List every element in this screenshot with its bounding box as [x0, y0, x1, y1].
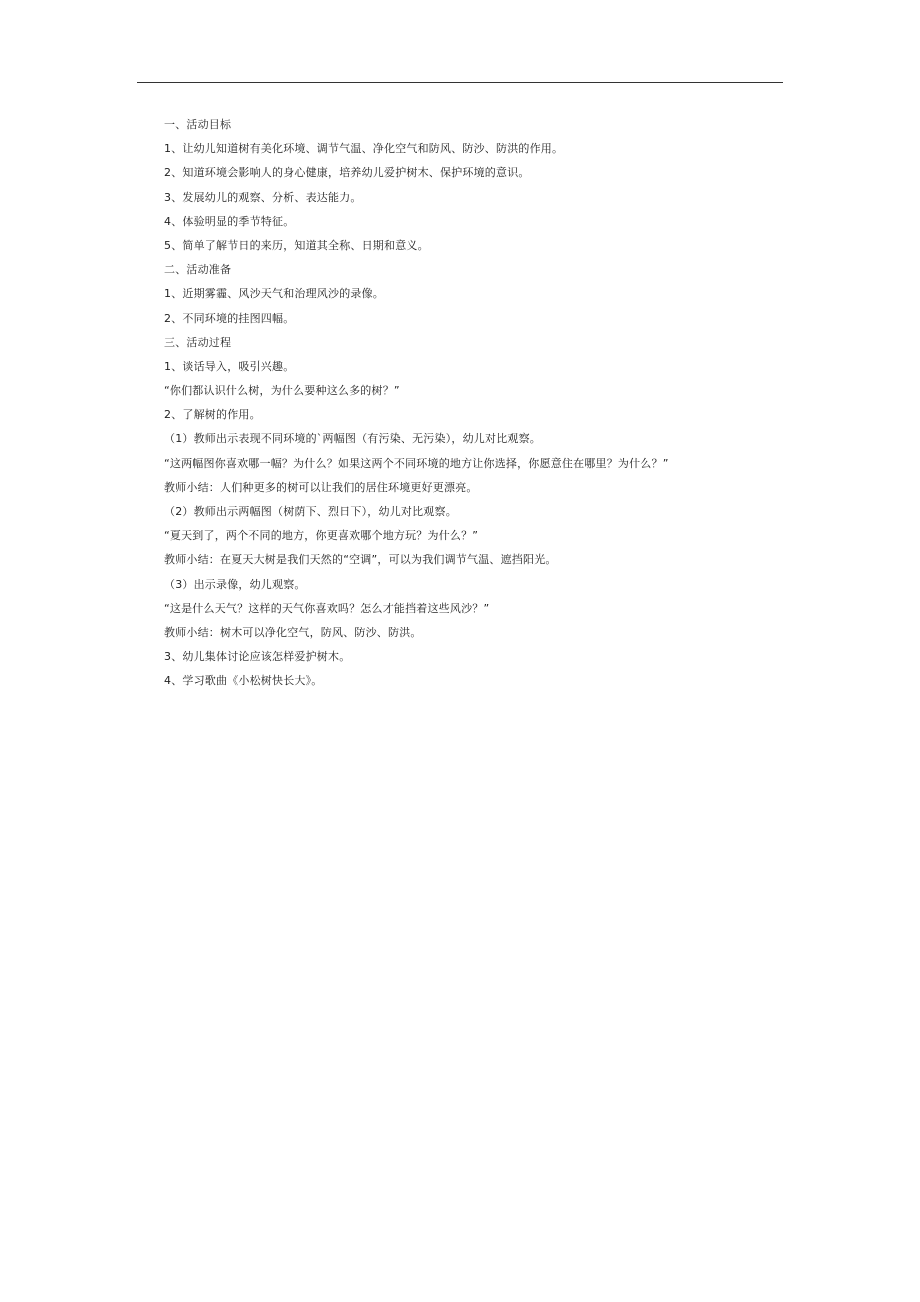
- preparation-item-2: 2、不同环境的挂图四幅。: [164, 311, 295, 325]
- preparation-item-1: 1、近期雾霾、风沙天气和治理风沙的录像。: [164, 287, 384, 301]
- teacher-summary-3: 教师小结：树木可以净化空气，防风、防沙、防洪。: [164, 625, 422, 639]
- section-heading-goals: 一、活动目标: [164, 118, 232, 131]
- process-step-1: 1、谈话导入，吸引兴趣。: [164, 359, 295, 373]
- process-quote-4: “这是什么天气？这样的天气你喜欢吗？怎么才能挡着这些风沙？”: [164, 601, 490, 615]
- teacher-summary-2: 教师小结：在夏天大树是我们天然的“空调”，可以为我们调节气温、遮挡阳光。: [164, 553, 557, 567]
- goal-item-1: 1、让幼儿知道树有美化环境、调节气温、净化空气和防风、防沙、防洪的作用。: [164, 142, 564, 156]
- process-substep-2: （2）教师出示两幅图（树荫下、烈日下），幼儿对比观察。: [164, 505, 457, 518]
- goal-item-4: 4、体验明显的季节特征。: [164, 214, 295, 228]
- process-step-4: 4、学习歌曲《小松树快长大》。: [164, 674, 323, 688]
- goal-item-3: 3、发展幼儿的观察、分析、表达能力。: [164, 190, 362, 204]
- section-heading-process: 三、活动过程: [164, 335, 232, 349]
- process-quote-2: “这两幅图你喜欢哪一幅？为什么？如果这两个不同环境的地方让你选择，你愿意住在哪里？为什么？”: [164, 456, 669, 470]
- process-substep-1: （1）教师出示表现不同环境的`两幅图（有污染、无污染），幼儿对比观察。: [164, 432, 541, 446]
- process-step-3: 3、幼儿集体讨论应该怎样爱护树木。: [164, 650, 351, 664]
- teacher-summary-1: 教师小结：人们种更多的树可以让我们的居住环境更好更漂亮。: [164, 480, 478, 494]
- process-quote-1: “你们都认识什么树，为什么要种这么多的树？”: [164, 384, 400, 398]
- process-step-2: 2、了解树的作用。: [164, 408, 261, 422]
- goal-item-2: 2、知道环境会影响人的身心健康，培养幼儿爱护树木、保护环境的意识。: [164, 166, 530, 180]
- process-substep-3: （3）出示录像，幼儿观察。: [164, 577, 306, 591]
- process-quote-3: “夏天到了，两个不同的地方，你更喜欢哪个地方玩？为什么？”: [164, 529, 479, 543]
- goal-item-5: 5、简单了解节日的来历，知道其全称、日期和意义。: [164, 238, 429, 252]
- document-body: [164, 113, 784, 694]
- header-rule: [137, 82, 783, 83]
- section-heading-preparation: 二、活动准备: [164, 263, 232, 277]
